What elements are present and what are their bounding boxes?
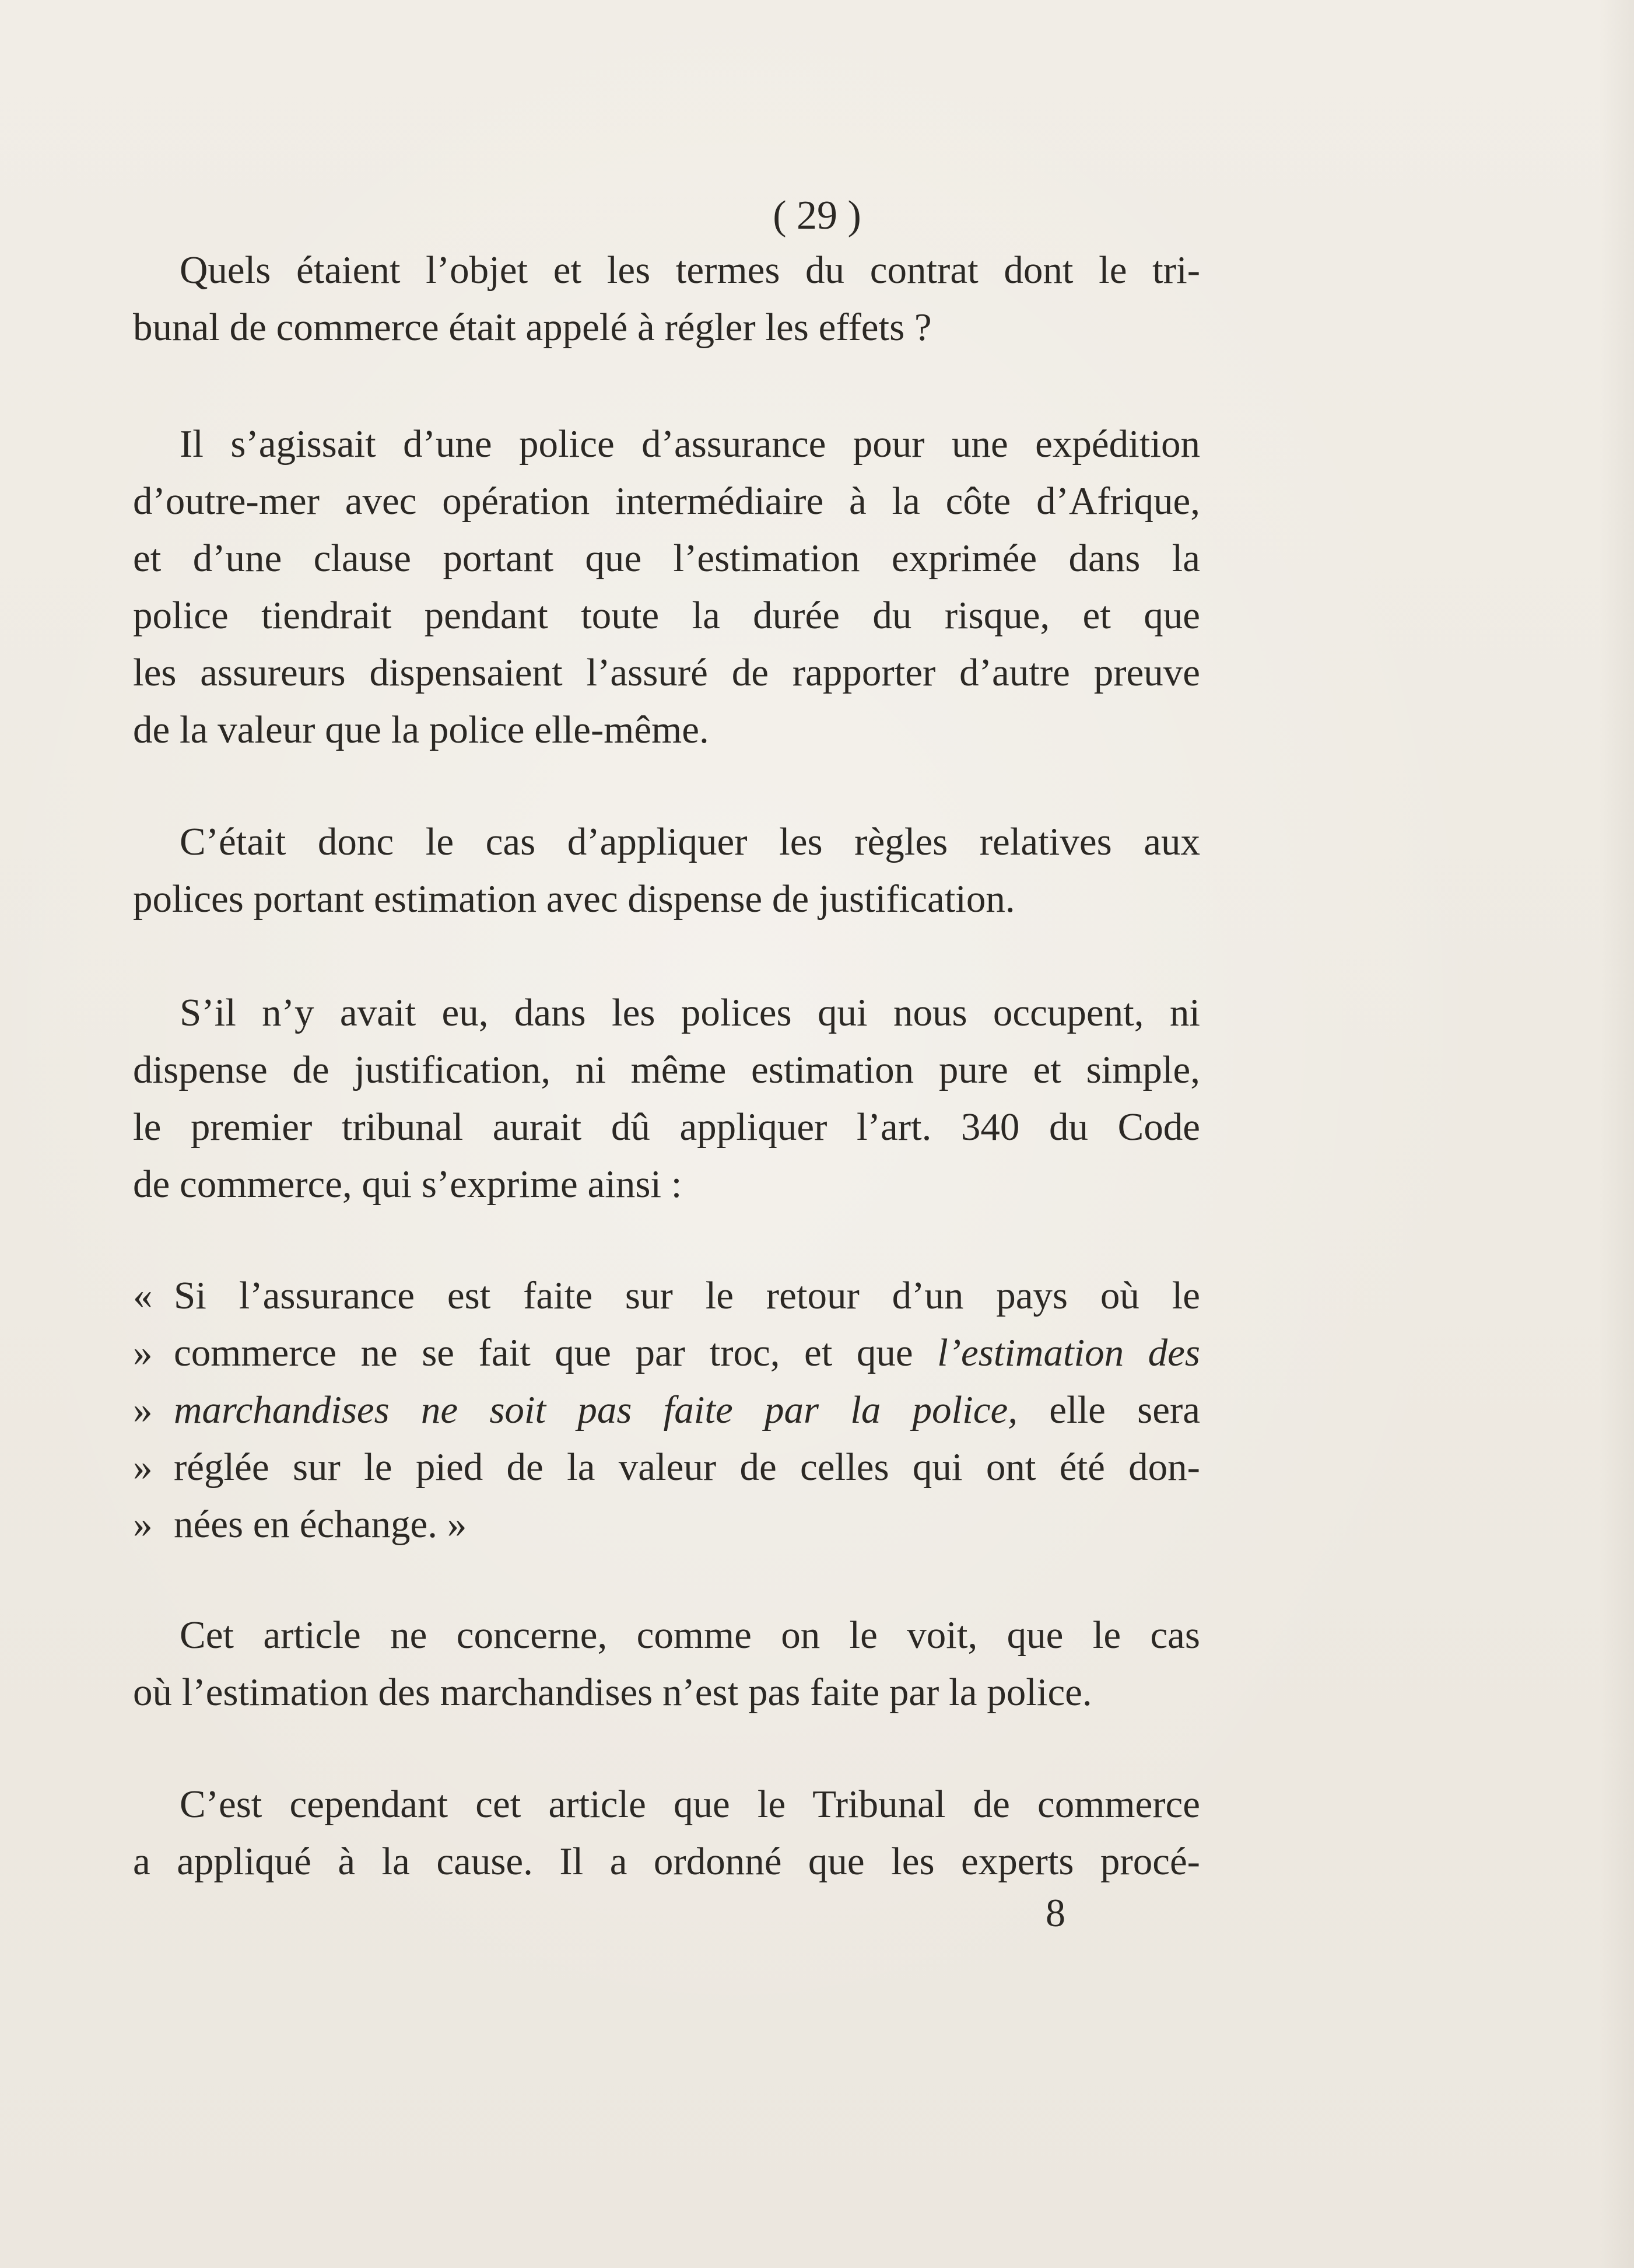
quote-mark: » <box>133 1503 153 1546</box>
quote-line <box>133 1505 1200 1544</box>
quote-mark: » <box>133 1446 153 1489</box>
text-line: police tiendrait pendant toute la durée du risque, et que <box>133 594 1200 637</box>
text-line: C’est cependant cet article que le Tribunal de commerce <box>180 1783 1200 1826</box>
text-line: le premier tribunal aurait dû appliquer l’art. 340 du Code <box>133 1105 1200 1149</box>
text-line: C’était donc le cas d’appliquer les règles relatives aux <box>180 820 1200 863</box>
text-line: et d’une clause portant que l’estimation exprimée dans la <box>133 537 1200 580</box>
text-line: a appliqué à la cause. Il a ordonné que les experts procé- <box>133 1840 1200 1883</box>
quote-line <box>133 1276 1200 1315</box>
quote-mark: » <box>133 1331 153 1374</box>
text-line: de commerce, qui s’exprime ainsi : <box>133 1163 682 1206</box>
text-line: d’outre-mer avec opération intermédiaire à la côte d’Afrique, <box>133 480 1200 523</box>
quote-mark: « <box>133 1274 153 1317</box>
page-number: ( 29 ) <box>773 193 861 238</box>
text-line: Cet article ne concerne, comme on le voit, que le cas <box>180 1614 1200 1657</box>
quote-text: Si l’assurance est faite sur le retour d’un pays où le <box>174 1274 1200 1317</box>
text-line: Il s’agissait d’une police d’assurance pour une expédition <box>180 422 1200 466</box>
quote-text: commerce ne se fait que par troc, et que <box>174 1331 913 1374</box>
text-line: les assureurs dispensaient l’assuré de rapporter d’autre preuve <box>133 651 1200 694</box>
quote-line <box>133 1448 1200 1487</box>
text-line: où l’estimation des marchandises n’est pas faite par la police. <box>133 1671 1092 1714</box>
text-line: Quels étaient l’objet et les termes du contrat dont le tri- <box>180 249 1200 292</box>
text-line: S’il n’y avait eu, dans les polices qui nous occupent, ni <box>180 991 1200 1034</box>
quote-italic-text: marchandises ne soit pas faite par la police, <box>174 1388 1018 1432</box>
signature-mark: 8 <box>1046 1891 1065 1935</box>
quote-text: réglée sur le pied de la valeur de celles qui ont été don- <box>174 1446 1200 1489</box>
quote-mark: » <box>133 1388 153 1432</box>
text-line: polices portant estimation avec dispense de justification. <box>133 877 1015 921</box>
quote-text: nées en échange. » <box>174 1503 467 1546</box>
quote-line <box>133 1331 1200 1374</box>
quote-line <box>133 1388 1200 1432</box>
text-line: dispense de justification, ni même estimation pure et simple, <box>133 1048 1200 1091</box>
quote-italic-text: l’estimation des <box>937 1331 1200 1374</box>
text-line: bunal de commerce était appelé à régler les effets ? <box>133 306 932 349</box>
page-edge-shadow <box>1599 0 1634 2268</box>
text-line: de la valeur que la police elle-même. <box>133 708 709 751</box>
quote-text: elle sera <box>1049 1388 1200 1432</box>
